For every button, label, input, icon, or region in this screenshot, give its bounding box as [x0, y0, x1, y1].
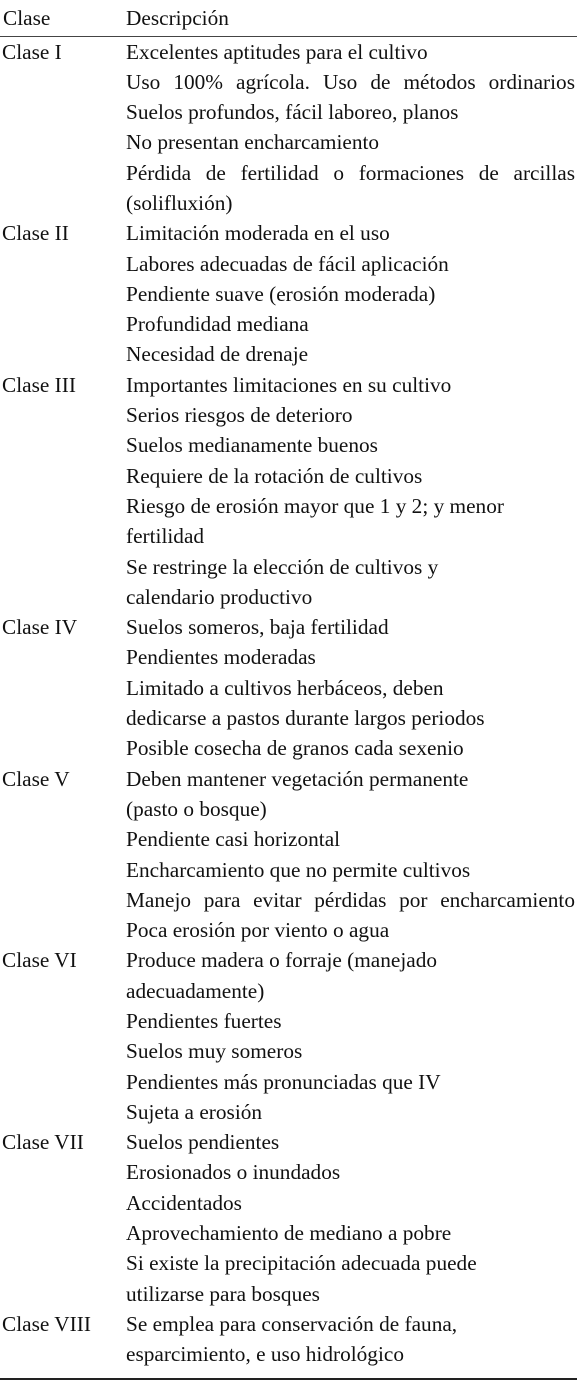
- descripcion-cell: [124, 36, 577, 218]
- header-descripcion: Descripción: [124, 0, 577, 36]
- descripcion-line: Suelos medianamente buenos: [126, 433, 378, 458]
- table-row: [0, 36, 577, 218]
- descripcion-line: Pendientes moderadas: [126, 645, 316, 670]
- clase-cell: Clase I: [2, 39, 62, 64]
- descripcion-line: Importantes limitaciones en su cultivo: [126, 372, 452, 397]
- clase-cell: Clase III: [2, 372, 76, 397]
- descripcion-line: Suelos pendientes: [126, 1130, 280, 1155]
- descripcion-line: Requiere de la rotación de cultivos: [126, 463, 423, 488]
- descripcion-line: Pendiente casi horizontal: [126, 827, 341, 852]
- table-header: [0, 0, 577, 36]
- descripcion-line: Accidentados: [126, 1190, 242, 1215]
- table-body: [0, 36, 577, 1379]
- descripcion-line: Serios riesgos de deterioro: [126, 403, 353, 428]
- descripcion-line: Excelentes aptitudes para el cultivo: [126, 39, 428, 64]
- descripcion-line: Si existe la precipitación adecuada puede: [126, 1251, 477, 1276]
- descripcion-cell: [124, 612, 577, 763]
- descripcion-line: Pendientes fuertes: [126, 1009, 282, 1033]
- descripcion-cell: [124, 945, 577, 1127]
- descripcion-line: Suelos profundos, fácil laboreo, planos: [126, 100, 459, 125]
- descripcion-line: (pasto o bosque): [126, 796, 267, 821]
- descripcion-line: Encharcamiento que no permite cultivos: [126, 857, 471, 882]
- descripcion-line: dedicarse a pastos durante largos periodos: [126, 706, 485, 731]
- clase-cell: Clase VII: [2, 1130, 84, 1155]
- table-row: [0, 370, 577, 612]
- table-row: [0, 218, 577, 369]
- descripcion-line: Produce madera o forraje (manejado: [126, 948, 438, 973]
- descripcion-line: Erosionados o inundados: [126, 1160, 341, 1185]
- table-row: [0, 612, 577, 763]
- descripcion-line: Se emplea para conservación de fauna,: [126, 1311, 458, 1336]
- descripcion-line: Pendientes más pronunciadas que IV: [126, 1069, 441, 1094]
- descripcion-cell: [124, 1127, 577, 1309]
- descripcion-line: Sujeta a erosión: [126, 1099, 263, 1124]
- descripcion-line: Limitado a cultivos herbáceos, deben: [126, 675, 444, 700]
- descripcion-line: Se restringe la elección de cultivos y: [126, 554, 439, 579]
- descripcion-line: Aprovechamiento de mediano a pobre: [126, 1221, 452, 1246]
- descripcion-line: Deben mantener vegetación permanente: [126, 766, 469, 791]
- descripcion-line: fertilidad: [126, 524, 205, 549]
- descripcion-line: Uso 100% agrícola. Uso de métodos ordinarios: [126, 69, 575, 94]
- table-row: [0, 1309, 577, 1379]
- descripcion-line: Manejo para evitar pérdidas por encharcamiento: [126, 887, 575, 912]
- clase-cell: Clase VI: [2, 948, 77, 973]
- descripcion-line: Riesgo de erosión mayor que 1 y 2; y menor: [126, 493, 504, 518]
- descripcion-line: No presentan encharcamiento: [126, 130, 380, 155]
- descripcion-line: Limitación moderada en el uso: [126, 221, 390, 246]
- descripcion-line: Suelos muy someros: [126, 1039, 303, 1064]
- descripcion-cell: [124, 218, 577, 369]
- descripcion-line: Pérdida de fertilidad o formaciones de arcillas: [126, 160, 575, 185]
- clase-cell: Clase VIII: [0, 1309, 124, 1379]
- descripcion-line: adecuadamente): [126, 978, 265, 1003]
- descripcion-line: (solifluxión): [126, 190, 233, 215]
- header-clase: Clase: [0, 0, 124, 36]
- descripcion-cell: [124, 764, 577, 946]
- table-row: [0, 764, 577, 946]
- descripcion-line: utilizarse para bosques: [126, 1281, 320, 1306]
- descripcion-line: Suelos someros, baja fertilidad: [126, 615, 389, 640]
- descripcion-line: calendario productivo: [126, 584, 313, 609]
- table-row: [0, 1127, 577, 1309]
- descripcion-cell: [124, 1309, 577, 1379]
- clase-cell: Clase IV: [2, 615, 78, 640]
- descripcion-line: Necesidad de drenaje: [126, 342, 309, 367]
- descripcion-line: Posible cosecha de granos cada sexenio: [126, 736, 464, 761]
- descripcion-line: Labores adecuadas de fácil aplicación: [126, 251, 449, 276]
- descripcion-line: Profundidad mediana: [126, 312, 309, 337]
- descripcion-line: Poca erosión por viento o agua: [126, 918, 390, 943]
- descripcion-line: esparcimiento, e uso hidrológico: [126, 1342, 404, 1367]
- descripcion-line: Pendiente suave (erosión moderada): [126, 281, 436, 306]
- clase-cell: Clase V: [2, 766, 70, 791]
- descripcion-cell: [124, 370, 577, 612]
- clase-cell: Clase II: [2, 221, 69, 246]
- table-row: [0, 945, 577, 1127]
